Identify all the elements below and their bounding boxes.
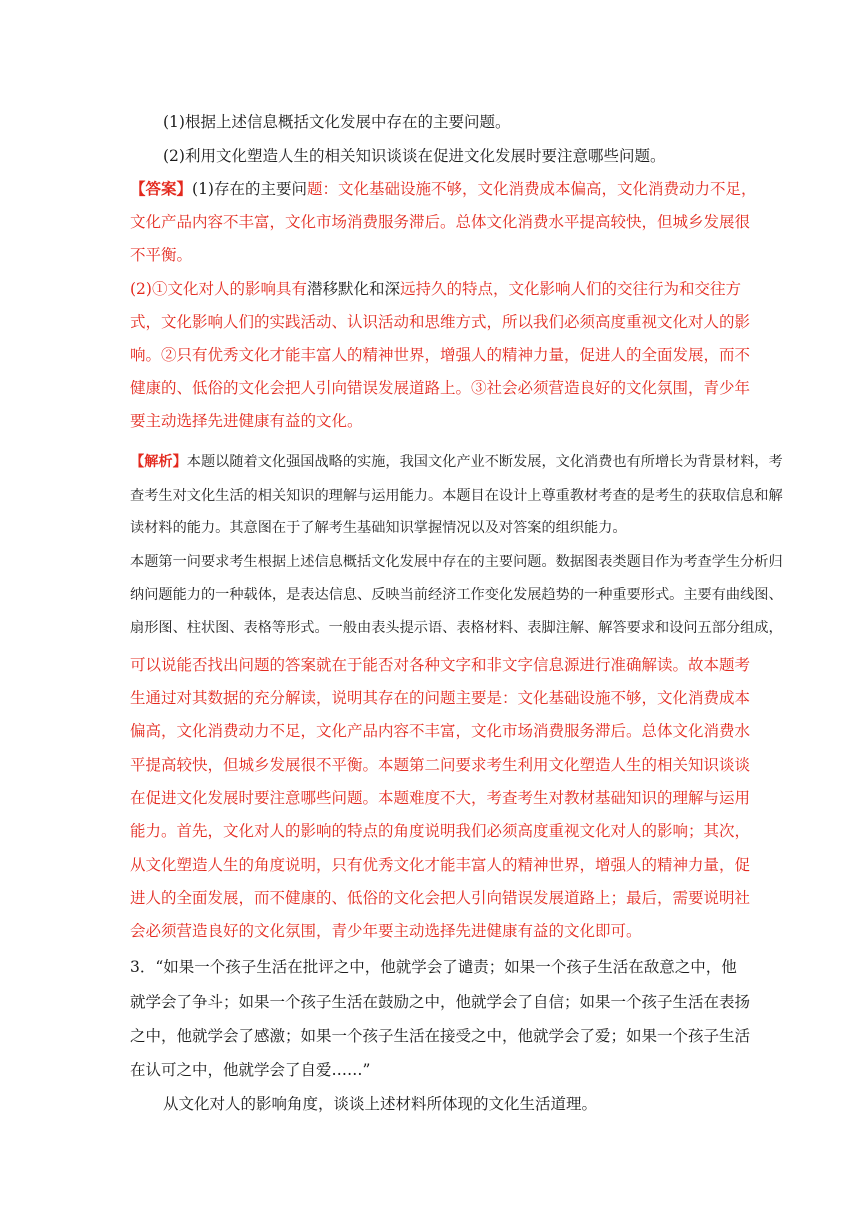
analysis-line-1-text: 本题以随着文化强国战略的实施，我国文化产业不断发展，文化消费也有所增长为背景材料，考	[186, 454, 783, 470]
analysis-red-line-1: 可以说能否找出问题的答案就在于能否对各种文字和非文字信息源进行准确解读。故本题考	[130, 656, 751, 674]
answer-part2-line-2: 式，文化影响人们的实践活动、认识活动和思维方式，所以我们必须高度重视文化对人的影	[130, 313, 751, 331]
answer-part2-a: (2)①文化对人的影响具有	[130, 280, 307, 298]
analysis-red-line-5: 在促进文化发展时要注意哪些问题。本题难度不大，考查考生对教材基础知识的理解与运用	[130, 789, 751, 807]
answer-tag: 【答案】	[130, 179, 193, 198]
analysis-line-1	[130, 452, 783, 472]
analysis-red-line-3: 偏高，文化消费动力不足，文化产品内容不丰富，文化市场消费服务滞后。总体文化消费水	[130, 722, 751, 740]
answer-line-1	[130, 179, 757, 199]
analysis-red-line-7: 从文化塑造人生的角度说明，只有优秀文化才能丰富人的精神世界，增强人的精神力量，促	[130, 856, 751, 874]
answer-part2-line-4: 健康的、低俗的文化会把人引向错误发展道路上。③社会必须营造良好的文化氛围，青少年	[130, 379, 751, 397]
question-3-prompt: 从文化对人的影响角度，谈谈上述材料所体现的文化生活道理。	[163, 1095, 598, 1113]
analysis-line-3: 读材料的能力。其意图在于了解考生基础知识掌握情况以及对答案的组织能力。	[130, 520, 627, 536]
answer-part1-rest: 题：文化基础设施不够，文化消费成本偏高，文化消费动力不足，	[306, 180, 757, 198]
answer-part2-c: 远持久的特点，文化影响人们的交往行为和交往方	[399, 280, 741, 298]
question-1: (1)根据上述信息概括文化发展中存在的主要问题。	[163, 113, 511, 131]
question-3-line-3: 之中，他就学会了感激；如果一个孩子生活在接受之中，他就学会了爱；如果一个孩子生活	[130, 1027, 751, 1045]
analysis-red-line-2: 生通过对其数据的充分解读，说明其存在的问题主要是：文化基础设施不够，文化消费成本	[130, 689, 751, 707]
analysis-line-4: 本题第一问要求考生根据上述信息概括文化发展中存在的主要问题。数据图表类题目作为考查学生分析归	[130, 554, 783, 570]
answer-part2-b: 潜移默化和深	[306, 280, 400, 298]
analysis-line-2: 查考生对文化生活的相关知识的理解与运用能力。本题目在设计上尊重教材考查的是考生的获取信息和解	[130, 488, 783, 504]
question-3-line-1	[130, 957, 737, 977]
answer-line-3: 不平衡。	[130, 246, 193, 264]
analysis-line-5: 纳问题能力的一种载体，是表达信息、反映当前经济工作变化发展趋势的一种重要形式。主要有曲线图、	[130, 587, 783, 603]
analysis-red-line-6: 能力。首先，文化对人的影响的特点的角度说明我们必须高度重视文化对人的影响；其次，	[130, 822, 751, 840]
question-3-line-4: 在认可之中，他就学会了自爱……”	[130, 1061, 371, 1079]
answer-line-2: 文化产品内容不丰富，文化市场消费服务滞后。总体文化消费水平提高较快，但城乡发展很	[130, 213, 751, 231]
question-3-number: 3．	[130, 958, 156, 976]
analysis-red-line-8: 进人的全面发展，而不健康的、低俗的文化会把人引向错误发展道路上；最后，需要说明社	[130, 889, 751, 907]
answer-part2-line-3: 响。②只有优秀文化才能丰富人的精神世界，增强人的精神力量，促进人的全面发展，而不	[130, 346, 751, 364]
answer-part2-line-5: 要主动选择先进健康有益的文化。	[130, 412, 363, 430]
question-3-line-2: 就学会了争斗；如果一个孩子生活在鼓励之中，他就学会了自信；如果一个孩子生活在表扬	[130, 993, 751, 1011]
analysis-red-line-4: 平提高较快，但城乡发展很不平衡。本题第二问要求考生利用文化塑造人生的相关知识谈谈	[130, 756, 751, 774]
analysis-line-6: 扇形图、柱状图、表格等形式。一般由表头提示语、表格材料、表脚注解、解答要求和设问五部分组成，	[130, 620, 783, 636]
analysis-tag: 【解析】	[130, 454, 187, 470]
answer-part1-prefix: (1)存在的主要问	[192, 180, 307, 198]
analysis-red-line-9: 会必须营造良好的文化氛围，青少年要主动选择先进健康有益的文化即可。	[130, 922, 642, 940]
answer-part2-line-1	[130, 279, 741, 299]
question-2: (2)利用文化塑造人生的相关知识谈谈在促进文化发展时要注意哪些问题。	[163, 147, 666, 165]
question-3-quote-start: “如果一个孩子生活在批评之中，他就学会了谴责；如果一个孩子生活在敌意之中，他	[155, 958, 737, 976]
